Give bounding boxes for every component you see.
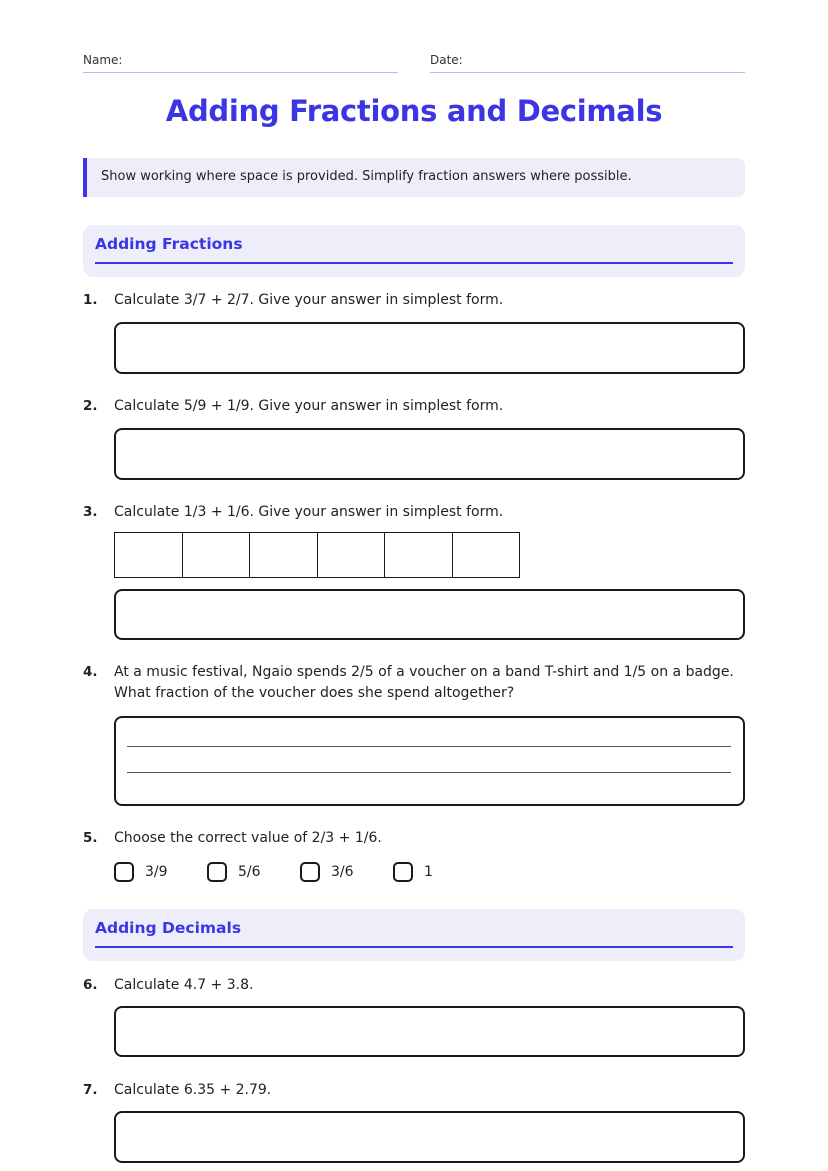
section-rule <box>95 946 733 948</box>
option-d[interactable] <box>393 860 433 884</box>
checkbox[interactable] <box>300 862 320 882</box>
grid-cell[interactable] <box>183 533 251 577</box>
checkbox[interactable] <box>114 862 134 882</box>
working-grid[interactable] <box>114 532 520 578</box>
answer-box-q1[interactable] <box>114 322 745 374</box>
writing-line <box>127 746 731 747</box>
page-title: Adding Fractions and Decimals <box>165 94 663 128</box>
checkbox[interactable] <box>393 862 413 882</box>
question-text: Calculate 3/7 + 2/7. Give your answer in simplest form. <box>114 292 504 308</box>
question-number: 4. <box>83 664 98 680</box>
question-number: 7. <box>83 1082 98 1098</box>
question-text: At a music festival, Ngaio spends 2/5 of a voucher on a band T-shirt and 1/5 on a badge. What fraction of the voucher does she spend altogether? <box>114 664 734 701</box>
question-text: Calculate 5/9 + 1/9. Give your answer in simplest form. <box>114 398 504 414</box>
checkbox[interactable] <box>207 862 227 882</box>
grid-cell[interactable] <box>250 533 318 577</box>
question-text: Calculate 6.35 + 2.79. <box>114 1082 272 1098</box>
writing-line <box>127 772 731 773</box>
option-c[interactable] <box>300 860 354 884</box>
option-b[interactable] <box>207 860 261 884</box>
answer-box-q6[interactable] <box>114 1006 745 1057</box>
question-number: 3. <box>83 504 98 520</box>
section-header-decimals <box>83 909 745 961</box>
question-number: 2. <box>83 398 98 414</box>
grid-cell[interactable] <box>453 533 520 577</box>
option-label: 3/9 <box>145 864 168 880</box>
section-rule <box>95 262 733 264</box>
option-label: 1 <box>424 864 433 880</box>
answer-box-q4[interactable] <box>114 716 745 806</box>
grid-cell[interactable] <box>115 533 183 577</box>
question-text: Choose the correct value of 2/3 + 1/6. <box>114 830 382 846</box>
grid-cell[interactable] <box>385 533 453 577</box>
answer-box-q7[interactable] <box>114 1111 745 1163</box>
section-title: Adding Decimals <box>95 919 242 937</box>
option-a[interactable] <box>114 860 168 884</box>
question-number: 5. <box>83 830 98 846</box>
question-text: Calculate 4.7 + 3.8. <box>114 977 254 993</box>
answer-box-q2[interactable] <box>114 428 745 480</box>
question-text: Calculate 1/3 + 1/6. Give your answer in simplest form. <box>114 504 504 520</box>
date-field[interactable] <box>430 72 745 73</box>
option-label: 5/6 <box>238 864 261 880</box>
section-header-fractions <box>83 225 745 277</box>
answer-box-q3[interactable] <box>114 589 745 640</box>
question-number: 6. <box>83 977 98 993</box>
instructions-panel <box>83 158 745 197</box>
option-label: 3/6 <box>331 864 354 880</box>
name-field[interactable] <box>83 72 398 73</box>
section-title: Adding Fractions <box>95 235 243 253</box>
grid-cell[interactable] <box>318 533 386 577</box>
name-label: Name: <box>83 53 123 67</box>
instructions-text: Show working where space is provided. Simplify fraction answers where possible. <box>101 169 632 184</box>
question-number: 1. <box>83 292 98 308</box>
date-label: Date: <box>430 53 463 67</box>
